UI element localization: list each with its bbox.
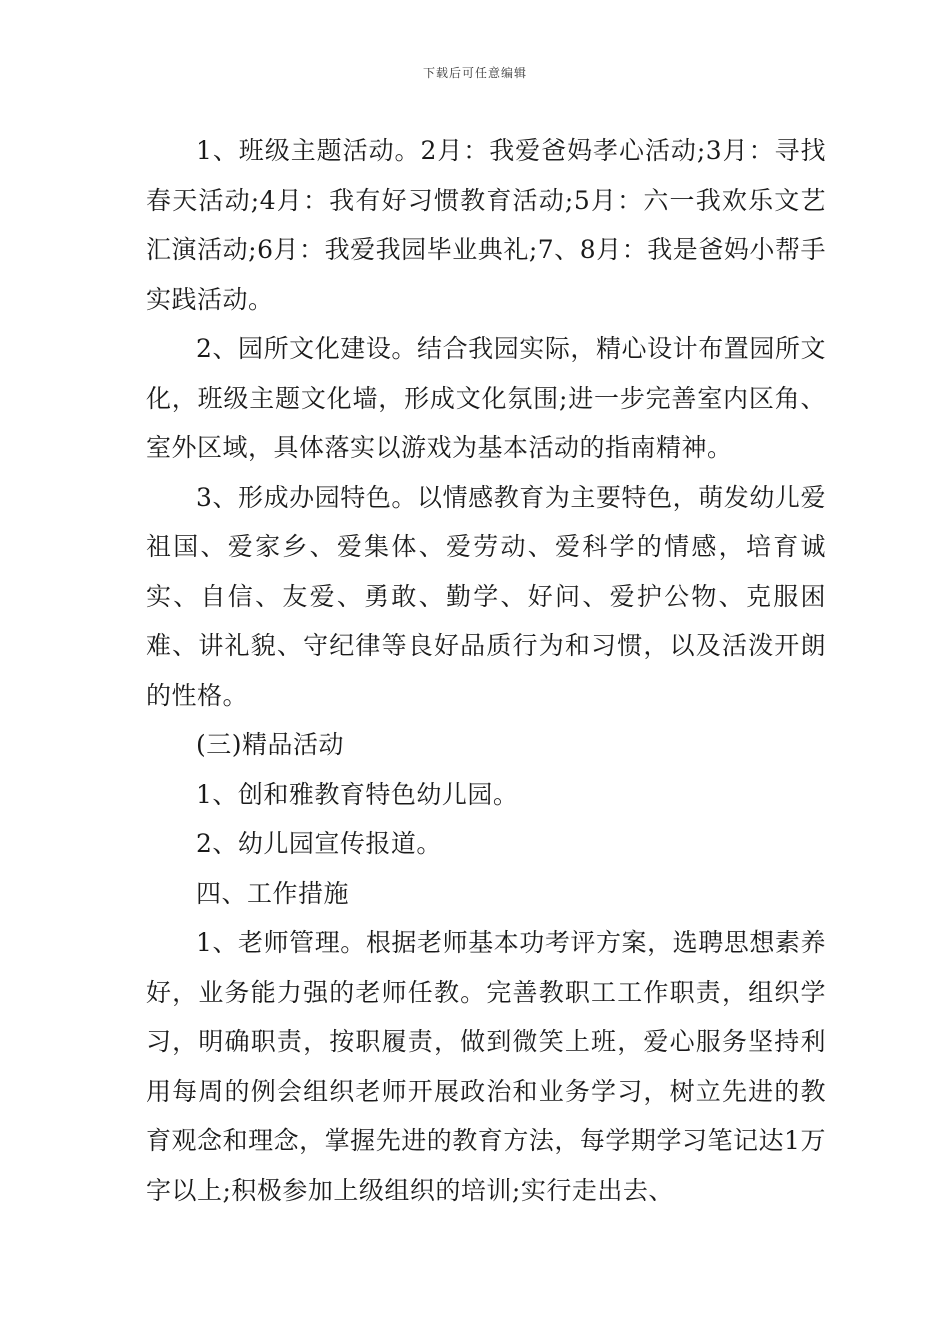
paragraph-class-activities: 1、班级主题活动。2月：我爱爸妈孝心活动;3月：寻找春天活动;4月：我有好习惯教育活动;5月：六一我欢乐文艺汇演活动;6月：我爱我园毕业典礼;7、8月：我是爸妈小帮手实践活动。 <box>146 136 826 314</box>
section-heading-quality-activities: (三)精品活动 <box>196 730 345 759</box>
paragraph-campus-culture: 2、园所文化建设。结合我园实际，精心设计布置园所文化，班级主题文化墙，形成文化氛围;进一步完善室内区角、室外区域，具体落实以游戏为基本活动的指南精神。 <box>146 334 826 462</box>
paragraph-teacher-management: 1、老师管理。根据老师基本功考评方案，选聘思想素养好，业务能力强的老师任教。完善教职工工作职责，组织学习，明确职责，按职履责，做到微笑上班，爱心服务坚持利用每周的例会组织老师开展政治和业务学习，树立先进的教育观念和理念，掌握先进的教育方法，每学期学习笔记达1万字以上;积极参加上级组织的培训;实行走出去、 <box>146 928 826 1205</box>
paragraph-school-features: 3、形成办园特色。以情感教育为主要特色，萌发幼儿爱祖国、爱家乡、爱集体、爱劳动、爱科学的情感，培育诚实、自信、友爱、勇敢、勤学、好问、爱护公物、克服困难、讲礼貌、守纪律等良好品质行为和习惯，以及活泼开朗的性格。 <box>146 482 826 710</box>
list-item-publicity: 2、幼儿园宣传报道。 <box>196 829 442 858</box>
section-heading-work-measures: 四、工作措施 <box>196 878 350 908</box>
list-item-harmony-education: 1、创和雅教育特色幼儿园。 <box>196 779 519 809</box>
page-header: 下载后可任意编辑 <box>422 66 527 80</box>
document-body <box>146 126 826 1215</box>
